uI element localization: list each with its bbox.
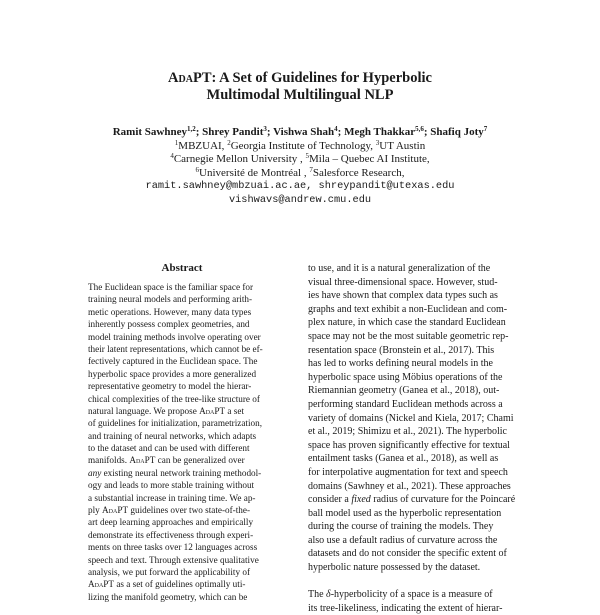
author-name: Megh Thakkar [344,126,416,138]
abstract-line: lizing the manifold geometry, which can be [88,591,248,602]
author-affiliation-marker: 5,6 [415,125,424,133]
abstract-line: inherently possess complex geometries, and [88,319,250,330]
introduction-column [308,262,516,615]
intro-line: consider a fixed radius of curvature for the Poincaré [308,494,516,506]
intro-line: entailment tasks (Ganea et al., 2018), as well as [308,453,499,465]
intro-line: also use a default radius of curvature across the [308,534,498,546]
author-affiliation-marker: 3 [263,125,267,133]
abstract-heading: Abstract [161,262,203,274]
title-line-2: Multimodal Multilingual NLP [206,87,394,103]
author-emails-line-1[interactable]: ramit.sawhney@mbzuai.ac.ae, shreypandit@utexas.edu [145,180,455,192]
intro-line: space has proven significantly effective for textual [308,439,510,451]
affiliation-line-3: $^6$Université de Montréal , $^7$Salesforce Research, [195,165,405,179]
author-emails-line-2[interactable]: vishwavs@andrew.cmu.edu [228,193,372,206]
intro-line [308,575,512,589]
intro-line: variety of domains (Nickel and Kiela, 2017; Chami [308,412,514,424]
abstract-line: demonstrate its effectiveness through experi- [88,529,254,540]
intro-line: has led to works defining neural models in the [308,358,493,370]
intro-line: domains (Sawhney et al., 2021). These approaches [308,480,511,492]
abstract-line: a substantial increase in training time. We ap- [88,492,256,503]
abstract-line: training neural models and performing arith- [88,294,253,305]
intro-line: et al., 2019; Shimizu et al., 2021). The hyperbolic [308,426,507,438]
affiliation-line-2: $^4$Carnegie Mellon University , $^5$Mila – Quebec AI Institute, [170,152,430,165]
author-name: Shafiq Joty [430,126,484,138]
abstract-line: AdaPT as a set of guidelines optimally uti- [88,579,246,590]
title-line-1: AdaPT: A Set of Guidelines for Hyperbolic [168,70,432,86]
intro-line: resentation space (Bronstein et al., 2017). This [308,344,495,356]
abstract-line: any existing neural network training methodol- [88,467,262,478]
intro-line: for interpolative augmentation for text and speech [308,466,508,478]
intro-line: visual three-dimensional space. However, stud- [308,276,498,288]
abstract-line: chical complexities of the tree-like structure of [88,393,260,404]
author-affiliation-marker: 7 [483,125,488,133]
abstract-line: fectively captured in the Euclidean space. The [88,356,258,367]
abstract-line: manifolds. AdaPT can be generalized over [88,455,245,466]
intro-line: Riemannian geometry (Ganea et al., 2018), out- [308,385,500,397]
abstract-line: metic operations. However, many data types [88,306,252,317]
abstract-line: ply AdaPT guidelines over two state-of-the- [88,505,251,516]
abstract-line: ogy and leads to more stable training without [88,480,255,491]
author-block [0,126,600,207]
affiliation-line-1: $^1$MBZUAI, $^2$Georgia Institute of Technology, $^3$UT Austin [174,138,426,152]
intro-line: during the course of training the models. They [308,521,494,533]
author-name: Shrey Pandit [202,126,264,138]
intro-line: graphs and text exhibit a non-Euclidean and com- [308,303,508,315]
abstract-line: analysis, we put forward the applicability of [88,566,251,577]
abstract-line: model training methods involve operating over [88,331,261,342]
author-name: Ramit Sawhney [112,126,187,138]
abstract-line: of guidelines for initialization, parametrization, [88,418,262,429]
abstract-line: hyperbolic space provides a more generalized [88,368,257,379]
intro-line: ies have shown that complex data types such as [308,290,498,302]
abstract-line: The Euclidean space is the familiar space for [88,282,254,292]
intro-line: The δ-hyperbolicity of a space is a measure of [308,589,493,601]
intro-line: performing standard Euclidean methods across a [308,398,503,410]
intro-line: to use, and it is a natural generalization of the [308,263,491,274]
abstract-line: to the dataset and can be used with different [88,443,250,454]
abstract-line: speech and text. Through extensive qualitative [88,554,259,565]
author-name: Vishwa Shah [273,126,335,138]
author-affiliation-marker: 1,2 [186,125,196,133]
author-names: Ramit Sawhney$^{1,2}$; Shrey Pandit$^3$; Vishwa Shah$^4$; Megh Thakkar$^{5,6}$; Shafiq Joty$^7$ [112,125,488,138]
intro-line: its tree-likeliness, indicating the extent of hierar- [308,602,503,614]
intro-line: plex nature, in which case the standard Euclidean [308,317,506,329]
abstract-line: and training of neural networks, which adapts [88,430,257,441]
intro-line: ball model used as the hyperbolic representation [308,507,502,519]
abstract-line: representative geometry to model the hierar- [88,381,252,392]
abstract-line: natural language. We propose AdaPT a set [88,405,245,416]
abstract-line: art deep learning approaches and empirically [88,517,254,528]
intro-line: space may not be the most suitable geometric rep- [308,330,509,342]
abstract-line: ments on three tasks over 12 languages across [88,542,258,553]
intro-line: hyperbolic space using Möbius operations of the [308,371,503,383]
author-affiliation-marker: 4 [334,125,338,133]
abstract-line: their latent representations, which cannot be ef- [88,343,263,354]
abstract-body [88,281,276,603]
intro-line: datasets and do not consider the specific extent of [308,548,507,560]
intro-line: hyperbolic nature possessed by the dataset. [308,562,481,574]
paper-title [0,70,600,104]
